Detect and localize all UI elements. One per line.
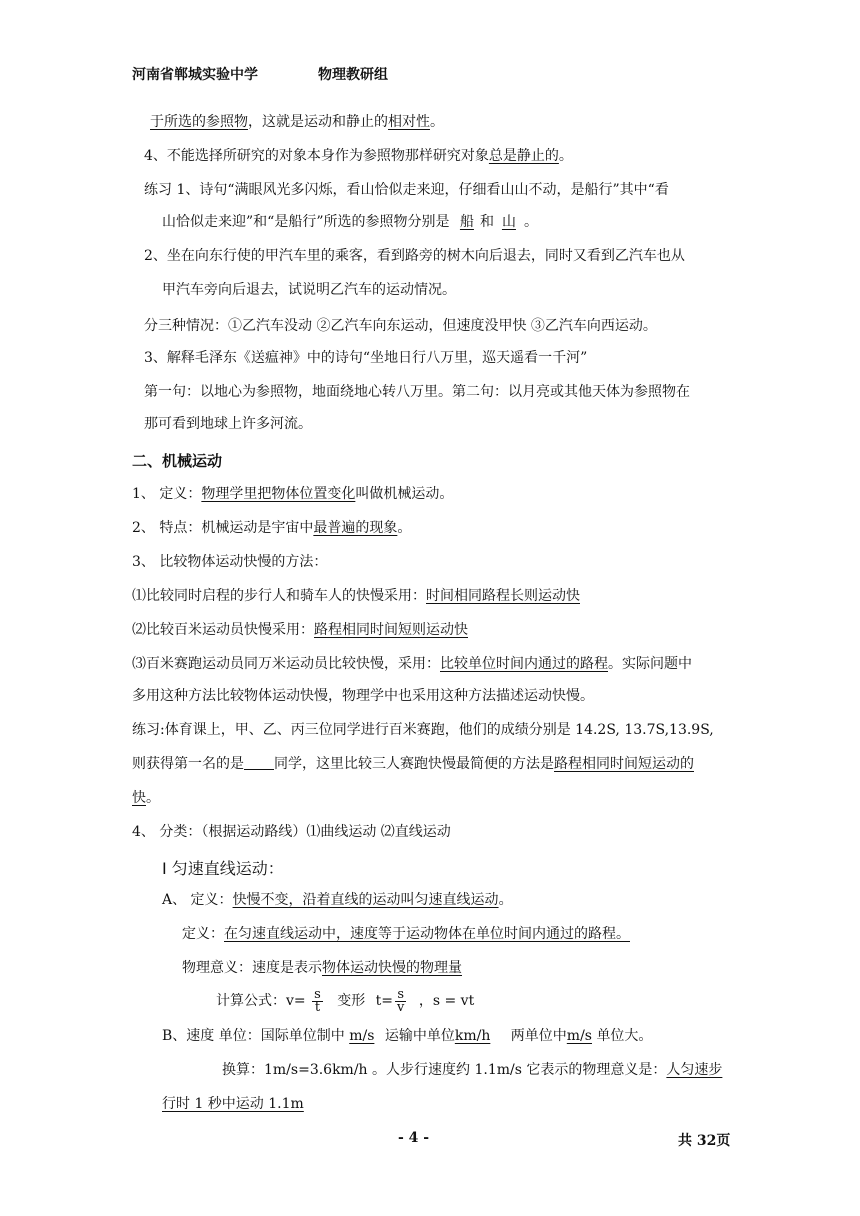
line-19: 则获得第一名的是 同学，这里比较三人赛跑快慢最简便的方法是路程相同时间短运动的 — [132, 756, 694, 772]
section-title: 二、机械运动 — [132, 452, 223, 470]
line-7: 分三种情况：①乙汽车没动 ②乙汽车向东运动，但速度没甲快 ③乙汽车向西运动。 — [144, 318, 657, 334]
line-3: 练习 1、诗句“满眼风光多闪烁，看山恰似走来迎，仔细看山山不动，是船行”其中“看 — [144, 182, 669, 198]
line-12: 2、 特点：机械运动是宇宙中最普遍的现象。 — [132, 520, 412, 536]
fraction-s-over-t: $\frac{s}{t}$ — [314, 986, 321, 1015]
line-24: 定义：在匀速直线运动中，速度等于运动物体在单位时间内通过的路程。 — [182, 926, 630, 942]
line-29: 行时 1 秒中运动 1.1m — [162, 1096, 304, 1112]
line-17: 多用这种方法比较物体运动快慢，物理学中也采用这种方法描述运动快慢。 — [132, 688, 594, 704]
line-6: 甲汽车旁向后退去，试说明乙汽车的运动情况。 — [162, 282, 456, 298]
line-28: 换算：1m/s=3.6km/h 。人步行速度约 1.1m/s 它表示的物理意义是：人匀速步 — [222, 1062, 723, 1078]
line-20: 快。 — [132, 790, 160, 806]
line-18: 练习:体育课上，甲、乙、丙三位同学进行百米赛跑，他们的成绩分别是 14.2S, 13.7S,13.9S, — [132, 722, 714, 738]
line-10: 那可看到地球上许多河流。 — [144, 416, 312, 432]
line-27: B、速度 单位：国际单位制中 m/s 运输中单位km/h 两单位中m/s 单位大。 — [162, 1028, 653, 1044]
line-14: ⑴比较同时启程的步行人和骑车人的快慢采用：时间相同路程长则运动快 — [132, 588, 580, 604]
line-15: ⑵比较百米运动员快慢采用：路程相同时间短则运动快 — [132, 622, 468, 638]
line-25: 物理意义：速度是表示物体运动快慢的物理量 — [182, 960, 462, 976]
line-13: 3、 比较物体运动快慢的方法： — [132, 554, 328, 570]
answer-boat: 船 — [459, 214, 474, 230]
subsection-uniform-motion: Ⅰ 匀速直线运动： — [162, 859, 284, 878]
line-23: A、 定义：快慢不变，沿着直线的运动叫匀速直线运动。 — [162, 892, 513, 908]
fraction-s-over-v: $\frac{s}{v}$ — [397, 986, 405, 1015]
line-9: 第一句：以地心为参照物，地面绕地心转八万里。第二句：以月亮或其他天体为参照物在 — [144, 384, 690, 400]
line-16: ⑶百米赛跑运动员同万米运动员比较快慢，采用：比较单位时间内通过的路程。实际问题中 — [132, 656, 692, 672]
line-21: 4、 分类：（根据运动路线）⑴曲线运动 ⑵直线运动 — [132, 824, 451, 840]
line-formula: 计算公式：v= $\frac{s}{t}$ 变形 t= $\frac{s}{v}$ ，s = vt — [216, 986, 475, 1015]
page-number: - 4 - — [398, 1130, 430, 1146]
header-group: 物理教研组 — [318, 67, 388, 83]
line-8: 3、解释毛泽东《送瘟神》中的诗句“坐地日行八万里，巡天遥看一千河” — [144, 350, 588, 366]
line-1: 于所选的参照物，这就是运动和静止的相对性。 — [150, 114, 444, 130]
page-total: 共 32页 — [678, 1133, 731, 1149]
line-5: 2、坐在向东行使的甲汽车里的乘客，看到路旁的树木向后退去，同时又看到乙汽车也从 — [144, 248, 685, 264]
answer-blank — [244, 755, 274, 770]
line-11: 1、 定义：物理学里把物体位置变化叫做机械运动。 — [132, 486, 454, 502]
header-school: 河南省郸城实验中学 — [132, 67, 258, 83]
answer-mountain: 山 — [501, 214, 516, 230]
line-2: 4、不能选择所研究的对象本身作为参照物那样研究对象总是静止的。 — [144, 148, 573, 164]
line-4: 山恰似走来迎”和“是船行”所选的参照物分别是 船 和 山 。 — [162, 214, 538, 230]
